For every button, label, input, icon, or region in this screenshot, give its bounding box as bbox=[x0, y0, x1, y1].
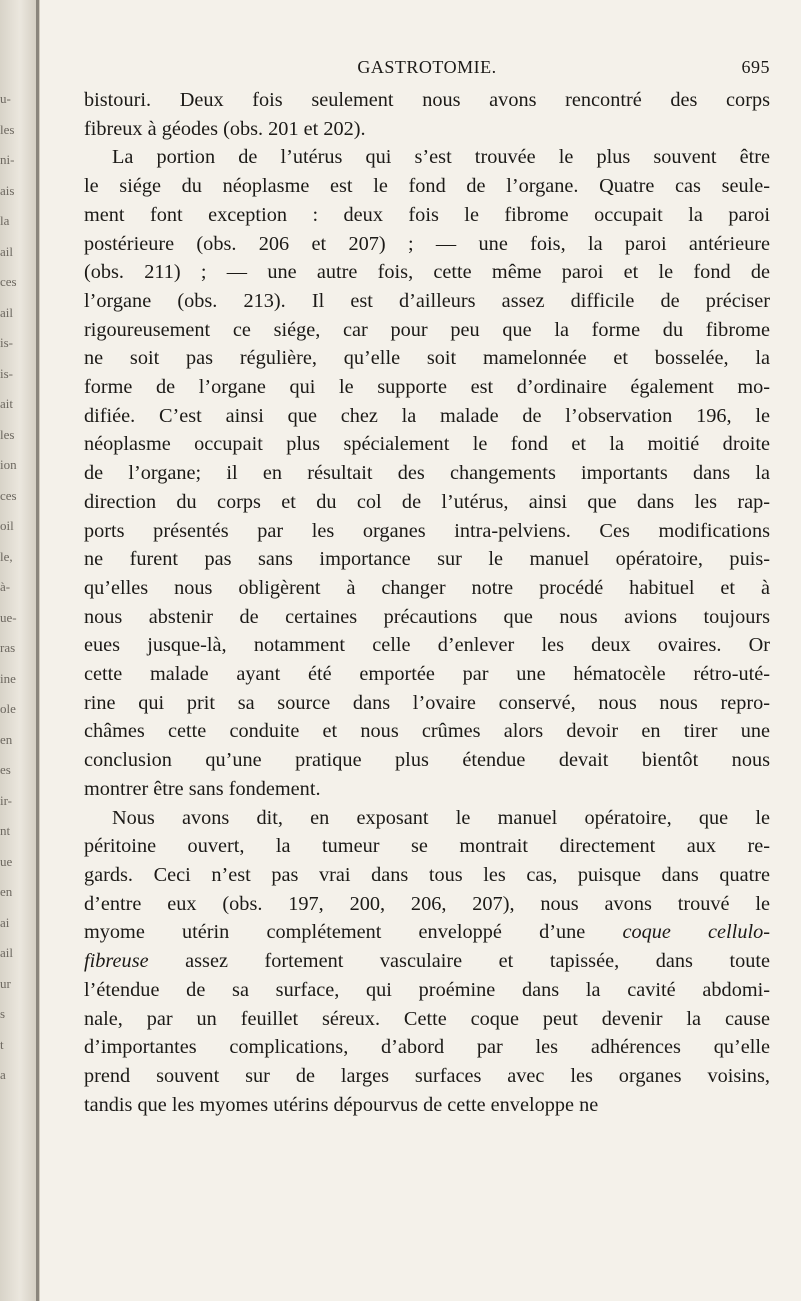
gutter-fragment: ces bbox=[0, 487, 17, 503]
text-line: tandis que les myomes utérins dépourvus de cette enveloppe ne bbox=[84, 1093, 599, 1116]
binding-edge bbox=[36, 0, 39, 1301]
text-line: fibreux à géodes (obs. 201 et 202). bbox=[84, 117, 366, 140]
text-line: nous abstenir de certaines précautions que nous avions toujours bbox=[84, 605, 770, 628]
running-header bbox=[84, 57, 770, 81]
gutter-fragment: ine bbox=[0, 670, 16, 686]
text-line: bistouri. Deux fois seulement nous avons rencontré des corps bbox=[84, 89, 770, 111]
gutter-fragment: ras bbox=[0, 640, 16, 655]
italic-term: coque cellulo- bbox=[622, 921, 770, 944]
gutter-fragment: ais bbox=[0, 182, 15, 198]
gutter-fragment: les bbox=[0, 121, 15, 137]
gutter-fragment: ail bbox=[0, 243, 13, 259]
text-line: rigoureusement ce siége, car pour peu que la forme du fibrome bbox=[84, 318, 770, 341]
paragraph bbox=[84, 86, 770, 143]
gutter-fragment: ail bbox=[0, 304, 13, 320]
text-line: cette malade ayant été emportée par une hématocèle rétro-uté- bbox=[84, 663, 770, 686]
gutter-fragment: es bbox=[0, 762, 11, 777]
gutter-fragment: le, bbox=[0, 548, 13, 564]
gutter-fragment: en bbox=[0, 884, 13, 899]
text-line: châmes cette conduite et nous crûmes alors devoir en tirer une bbox=[84, 720, 770, 743]
text-line: péritoine ouvert, la tumeur se montrait directement aux re- bbox=[84, 835, 770, 858]
text-line: de l’organe; il en résultait des changements importants dans la bbox=[84, 462, 770, 485]
running-title: GASTROTOMIE. bbox=[357, 57, 497, 77]
text-line: montrer être sans fondement. bbox=[84, 777, 321, 800]
text-line: fibreuse assez fortement vasculaire et tapissée, dans toute bbox=[84, 950, 770, 973]
text-line: direction du corps et du col de l’utérus, ainsi que dans les rap- bbox=[84, 490, 770, 513]
gutter-fragment: oil bbox=[0, 518, 14, 533]
gutter-fragment: en bbox=[0, 731, 13, 747]
text-line: Nous avons dit, en exposant le manuel opératoire, que le bbox=[112, 806, 770, 829]
gutter-fragment: nt bbox=[0, 823, 11, 838]
gutter-fragment: ion bbox=[0, 457, 17, 472]
paragraph bbox=[84, 804, 770, 1120]
text-line: prend souvent sur de larges surfaces avec les organes voisins, bbox=[84, 1064, 770, 1087]
text-line: conclusion qu’une pratique plus étendue devait bientôt nous bbox=[84, 749, 770, 772]
text-line: d’entre eux (obs. 197, 200, 206, 207), nous avons trouvé le bbox=[84, 892, 770, 915]
gutter-fragment: s bbox=[0, 1006, 6, 1021]
gutter-fragment: ue bbox=[0, 853, 13, 869]
text-line: le siége du néoplasme est le fond de l’organe. Quatre cas seule- bbox=[84, 175, 770, 198]
text-line: ports présentés par les organes intra-pelviens. Ces modifications bbox=[84, 519, 770, 542]
italic-term: fibreuse bbox=[84, 950, 149, 973]
gutter-fragment: a bbox=[0, 1067, 6, 1082]
gutter-fragment: u- bbox=[0, 91, 11, 106]
gutter-fragment: ai bbox=[0, 914, 10, 930]
gutter-fragment: ait bbox=[0, 396, 13, 411]
text-line: difiée. C’est ainsi que chez la malade de l’observation 196, le bbox=[84, 404, 770, 427]
text-line: (obs. 211) ; — une autre fois, cette même paroi et le fond de bbox=[84, 261, 770, 284]
gutter-fragment: ni- bbox=[0, 152, 15, 167]
text-line: nale, par un feuillet séreux. Cette coque peut devenir la cause bbox=[84, 1007, 770, 1030]
text-line: ment font exception : deux fois le fibrome occupait la paroi bbox=[84, 203, 770, 226]
page-body bbox=[84, 86, 770, 1119]
text-line: néoplasme occupait plus spécialement le fond et la moitié droite bbox=[84, 433, 770, 456]
gutter-fragment: ir- bbox=[0, 792, 13, 808]
gutter-fragment: t bbox=[0, 1036, 4, 1052]
text-line: postérieure (obs. 206 et 207) ; — une fois, la paroi antérieure bbox=[84, 232, 770, 255]
page-number: 695 bbox=[741, 57, 770, 77]
text-line: d’importantes complications, d’abord par les adhérences qu’elle bbox=[84, 1036, 770, 1059]
facing-page-fragments bbox=[0, 84, 30, 1091]
text-line: eues jusque-là, notamment celle d’enlever les deux ovaires. Or bbox=[84, 634, 770, 657]
gutter-fragment: la bbox=[0, 213, 10, 228]
text-line: La portion de l’utérus qui s’est trouvée le plus souvent être bbox=[112, 146, 770, 169]
text-line: gards. Ceci n’est pas vrai dans tous les cas, puisque dans quatre bbox=[84, 863, 770, 886]
paragraph bbox=[84, 143, 770, 803]
gutter-fragment: les bbox=[0, 426, 15, 442]
text-line: ne soit pas régulière, qu’elle soit mamelonnée et bosselée, la bbox=[84, 347, 770, 370]
text-line: l’étendue de sa surface, qui proémine dans la cavité abdomi- bbox=[84, 978, 770, 1001]
gutter-fragment: ur bbox=[0, 975, 11, 991]
gutter-fragment: is- bbox=[0, 335, 13, 350]
gutter-fragment: ces bbox=[0, 274, 17, 289]
text-line: qu’elles nous obligèrent à changer notre procédé habituel et à bbox=[84, 576, 770, 599]
gutter-fragment: ole bbox=[0, 701, 16, 716]
text-line: myome utérin complétement enveloppé d’une coque cellulo- bbox=[84, 921, 770, 944]
text-line: forme de l’organe qui le supporte est d’ordinaire également mo- bbox=[84, 376, 770, 399]
gutter-fragment: ue- bbox=[0, 609, 17, 625]
text-line: ne furent pas sans importance sur le manuel opératoire, puis- bbox=[84, 548, 770, 571]
gutter-fragment: à- bbox=[0, 579, 11, 594]
text-line: l’organe (obs. 213). Il est d’ailleurs assez difficile de préciser bbox=[84, 289, 770, 312]
gutter-fragment: ail bbox=[0, 945, 13, 960]
text-line: rine qui prit sa source dans l’ovaire conservé, nous nous repro- bbox=[84, 691, 770, 714]
gutter-fragment: is- bbox=[0, 365, 13, 381]
